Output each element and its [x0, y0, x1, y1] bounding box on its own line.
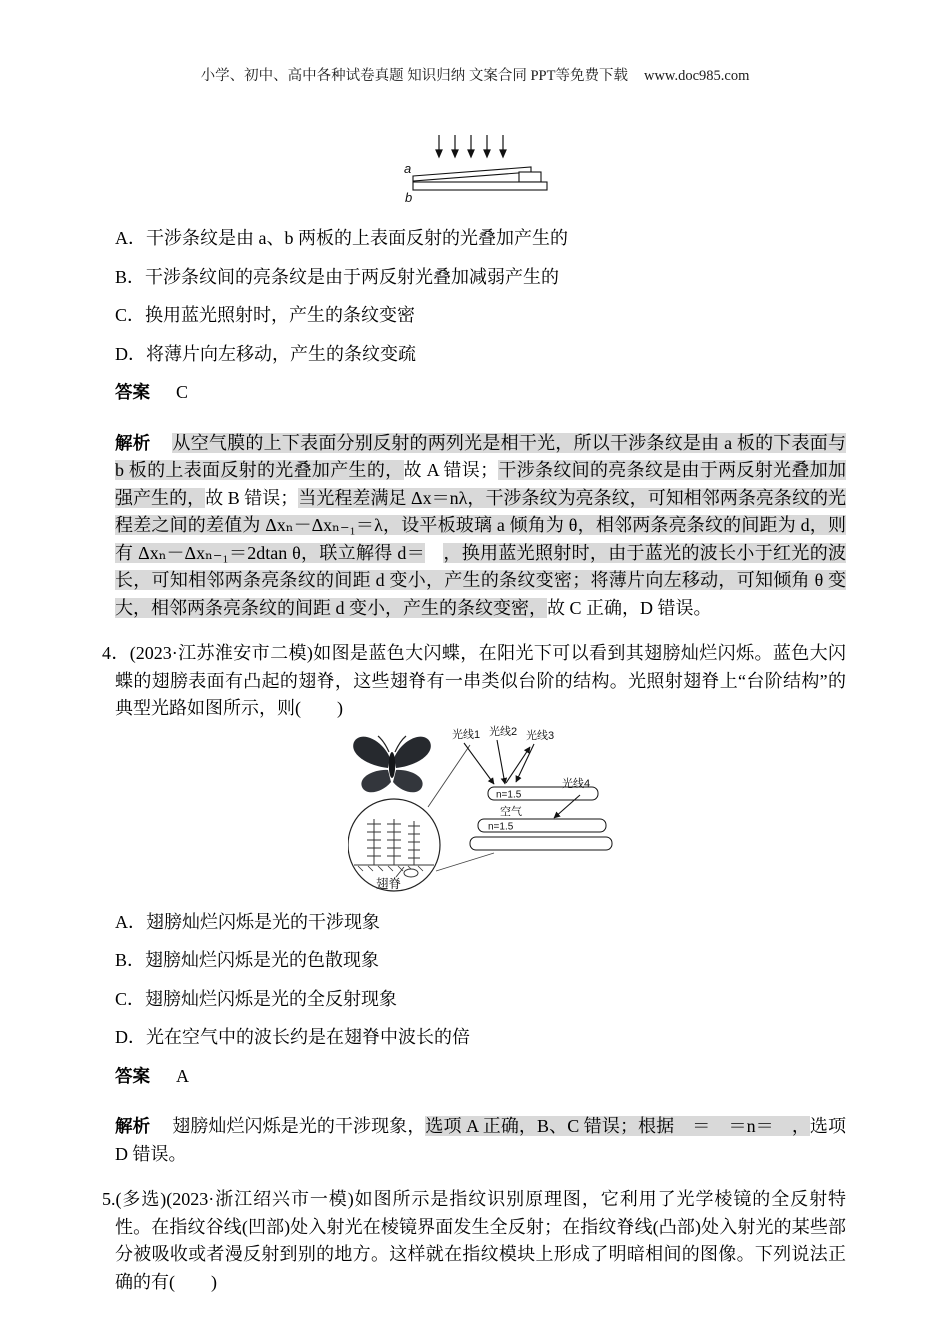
q4-option-d	[115, 1018, 846, 1057]
q4-stem: 4．(2023·江苏淮安市二模)如图是蓝色大闪蝶，在阳光下可以看到其翅膀灿烂闪烁。蓝色大闪蝶的翅膀表面有凸起的翅脊，这些翅脊有一串类似台阶的结构。光照射翅脊上“台阶结构”的典型光路如图所示，则( )	[102, 643, 846, 718]
analysis-text	[115, 433, 846, 618]
analysis-label: 解析	[115, 1116, 151, 1136]
option-letter: A．	[115, 911, 146, 932]
ray1-label: 光线1	[452, 728, 481, 741]
q4-option-a	[115, 903, 846, 942]
answer-value: A	[176, 1065, 189, 1086]
option-text: 翅膀灿烂闪烁是光的干涉现象	[146, 911, 380, 932]
option-text: 换用蓝光照射时，产生的条纹变密	[145, 305, 416, 325]
option-letter: C．	[115, 988, 146, 1009]
q4-option-c	[115, 980, 846, 1019]
air-wedge-diagram	[403, 131, 555, 209]
option-letter: C．	[115, 305, 146, 325]
q3-answer-row	[115, 373, 846, 412]
refractive-index-bottom-label: n=1.5	[488, 821, 514, 832]
ray2-label: 光线2	[489, 725, 518, 738]
q3-option-a	[115, 219, 846, 258]
analysis-run: ，换用蓝光照射时，由于蓝光的波长小于红光的波长，可知相邻两条亮条纹的间距 d 变小，产生的条纹变密；将薄片向左移动，可知倾角 θ 变大，相邻两条亮条纹的间距 d 变小，产生的条纹变密，	[115, 542, 847, 618]
option-text: 翅膀灿烂闪烁是光的色散现象	[145, 950, 380, 970]
q3-option-c	[115, 296, 846, 335]
analysis-run: 故 C 正确，D 错误。	[547, 597, 712, 618]
ray4-label: 光线4	[562, 777, 591, 790]
analysis-text	[115, 1116, 846, 1164]
q3-option-d	[115, 335, 846, 374]
analysis-run: 故 B 错误；	[205, 487, 299, 508]
option-letter: D．	[115, 1027, 146, 1047]
q4-analysis	[115, 1113, 846, 1168]
option-letter: A．	[115, 228, 146, 248]
q3-analysis	[115, 430, 846, 623]
q5-stem: 5.(多选)(2023·浙江绍兴市一模)如图所示是指纹识别原理图，它利用了光学棱镜的全反射特性。在指纹谷线(凹部)处入射光在棱镜界面发生全反射；在指纹脊线(凸部)处入射光的某些部分被吸收或者漫反射到别的地方。这样就在指纹模块上形成了明暗相间的图像。下列说法正确的有( )	[102, 1189, 846, 1292]
analysis-run: 选项 A 正确，B、C 错误；根据 ＝ ＝n＝ ，	[425, 1116, 810, 1136]
option-letter: B．	[115, 266, 146, 287]
air-wedge-figure	[403, 131, 846, 209]
butterfly-diagram	[348, 725, 628, 895]
ray3-label: 光线3	[526, 729, 555, 742]
butterfly-figure	[348, 725, 846, 895]
analysis-run	[425, 543, 443, 563]
magnifier-connector-top	[428, 745, 470, 807]
q3-option-b	[115, 258, 846, 297]
butterfly-illustration	[353, 736, 431, 792]
header-text: 小学、初中、高中各种试卷真题 知识归纳 文案合同 PPT等免费下载	[200, 68, 628, 84]
analysis-run: 翅膀灿烂闪烁是光的干涉现象，	[172, 1116, 426, 1136]
option-text: 翅膀灿烂闪烁是光的全反射现象	[145, 988, 398, 1009]
magnifier-connector-bottom	[436, 853, 494, 871]
option-text: 干涉条纹是由 a、b 两板的上表面反射的光叠加产生的	[146, 228, 568, 248]
ridge-step-slabs	[470, 787, 612, 850]
analysis-run: 当光程差满足 Δx＝nλ，干涉条纹为亮条纹，可知相邻两条亮条纹的光程差之间的差值为 Δxₙ－Δxₙ₋₁＝λ，设平板玻璃 a 倾角为 θ，相邻两条亮条纹的间距为 d，则有 Δxₙ－Δxₙ₋₁＝2dtan θ，联立解得 d＝	[115, 487, 846, 563]
glass-plate-a	[413, 167, 531, 181]
analysis-run: 故 A 错误；	[403, 460, 499, 480]
option-letter: D．	[115, 343, 146, 364]
analysis-label: 解析	[115, 432, 151, 453]
refractive-index-top-label: n=1.5	[496, 789, 522, 800]
air-gap-label: 空气	[500, 805, 522, 818]
page-header	[0, 0, 950, 85]
document-content	[102, 131, 847, 1296]
answer-value: C	[176, 382, 189, 402]
option-text: 干涉条纹间的亮条纹是由于两反射光叠加减弱产生的	[145, 266, 560, 287]
glass-plate-b	[413, 182, 547, 190]
option-text: 将薄片向左移动，产生的条纹变疏	[146, 343, 416, 364]
q4-option-b	[115, 941, 846, 980]
analysis-run: 干涉条纹间的亮条纹是由于两反射光叠加加强产生的，	[115, 460, 847, 508]
plate-b-label: b	[405, 190, 413, 205]
analysis-run: 选项 D 错误。	[115, 1116, 847, 1164]
thin-sheet	[519, 172, 541, 182]
answer-label: 答案	[115, 382, 150, 402]
answer-label: 答案	[115, 1065, 150, 1086]
option-letter: B．	[115, 950, 146, 970]
header-url-link[interactable]: www.doc985.com	[643, 68, 750, 84]
plate-a-label: a	[404, 161, 412, 176]
analysis-run: 从空气膜的上下表面分别反射的两列光是相干光，所以干涉条纹是由 a 板的下表面与 b 板的上表面反射的光叠加产生的，	[115, 432, 846, 480]
q4-answer-row	[115, 1057, 846, 1096]
option-text: 光在空气中的波长约是在翅脊中波长的倍	[146, 1027, 470, 1047]
incident-light-arrows	[436, 135, 506, 157]
ridge-label: 翅脊	[376, 876, 402, 891]
